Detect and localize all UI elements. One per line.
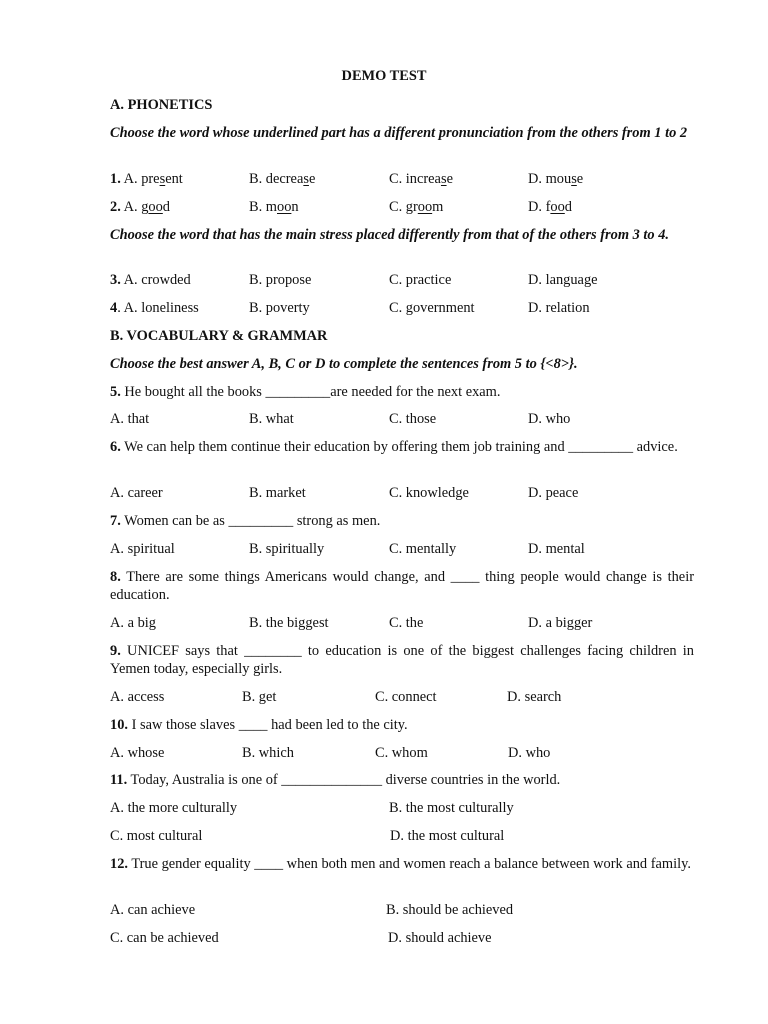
question-number: 2. xyxy=(110,199,121,215)
question-number: 5. xyxy=(110,384,121,400)
question-number: 7. xyxy=(110,513,121,529)
question-number: 6. xyxy=(110,439,121,455)
question-10-text: 10. I saw those slaves ____ had been led to the city. xyxy=(110,717,408,733)
option-10d: D. who xyxy=(508,745,551,761)
instruction-vocabulary: Choose the best answer A, B, C or D to complete the sentences from 5 to {<8>}. xyxy=(110,356,578,372)
question-number: 3. xyxy=(110,272,121,288)
question-12-text: 12. True gender equality ____ when both men and women reach a balance between work and family. xyxy=(110,856,691,872)
question-9-text: 9. UNICEF says that ________ to education is one of the biggest challenges facing children in Yemen today, especially girls. xyxy=(110,643,694,677)
section-a-heading: A. PHONETICS xyxy=(110,97,213,113)
question-number: 10. xyxy=(110,717,128,733)
option-7d: D. mental xyxy=(528,541,585,557)
option-2d: D. food xyxy=(528,199,572,215)
question-11-text: 11. Today, Australia is one of ______________ diverse countries in the world. xyxy=(110,772,561,788)
question-number: 12. xyxy=(110,856,128,872)
page-title: DEMO TEST xyxy=(341,68,427,84)
option-4b: B. poverty xyxy=(249,300,310,316)
question-6-options xyxy=(110,484,710,502)
question-7-options xyxy=(110,540,710,558)
option-5a: A. that xyxy=(110,411,150,427)
question-8-options xyxy=(110,614,710,632)
option-12a: A. can achieve xyxy=(110,902,196,918)
question-4-options xyxy=(110,299,710,317)
option-6a: A. career xyxy=(110,485,163,501)
option-9d: D. search xyxy=(507,689,562,705)
option-12d: D. should achieve xyxy=(388,930,492,946)
question-11-options-row-2 xyxy=(110,827,710,845)
option-11a: A. the more culturally xyxy=(110,800,238,816)
question-number: 1. xyxy=(110,171,121,187)
question-number: 8. xyxy=(110,569,121,585)
option-7c: C. mentally xyxy=(389,541,457,557)
option-10c: C. whom xyxy=(375,745,428,761)
option-11b: B. the most culturally xyxy=(389,800,514,816)
option-4c: C. government xyxy=(389,300,475,316)
question-10-options xyxy=(110,744,710,762)
question-9-options xyxy=(110,688,710,706)
option-2c: C. groom xyxy=(389,199,444,215)
option-7b: B. spiritually xyxy=(249,541,325,557)
option-8d: D. a bigger xyxy=(528,615,593,631)
option-3d: D. language xyxy=(528,272,598,288)
option-3b: B. propose xyxy=(249,272,312,288)
option-9b: B. get xyxy=(242,689,277,705)
option-1d: D. mouse xyxy=(528,171,584,187)
option-12b: B. should be achieved xyxy=(386,902,514,918)
section-b-heading: B. VOCABULARY & GRAMMAR xyxy=(110,328,328,344)
option-8a: A. a big xyxy=(110,615,156,631)
option-7a: A. spiritual xyxy=(110,541,175,557)
instruction-phonetics-stress: Choose the word that has the main stress placed differently from that of the others from 3 to 4. xyxy=(110,227,670,243)
question-12-options-row-2 xyxy=(110,929,710,947)
option-3c: C. practice xyxy=(389,272,452,288)
question-number: 4 xyxy=(110,300,118,316)
option-5b: B. what xyxy=(249,411,294,427)
option-10a: A. whose xyxy=(110,745,165,761)
question-11-options-row-1 xyxy=(110,799,710,817)
question-2-options xyxy=(110,198,710,216)
option-6b: B. market xyxy=(249,485,306,501)
option-11c: C. most cultural xyxy=(110,828,203,844)
option-1c: C. increase xyxy=(389,171,453,187)
option-4d: D. relation xyxy=(528,300,590,316)
question-8-text: 8. There are some things Americans would change, and ____ thing people would change is their education. xyxy=(110,569,694,603)
option-8b: B. the biggest xyxy=(249,615,329,631)
option-6c: C. knowledge xyxy=(389,485,469,501)
question-number: 11. xyxy=(110,772,128,788)
question-6-text: 6. We can help them continue their education by offering them job training and _________ advice. xyxy=(110,439,678,455)
question-5-text: 5. He bought all the books _________are needed for the next exam. xyxy=(110,384,501,400)
option-9c: C. connect xyxy=(375,689,437,705)
option-5c: C. those xyxy=(389,411,437,427)
option-11d: D. the most cultural xyxy=(390,828,505,844)
question-7-text: 7. Women can be as _________ strong as men. xyxy=(110,513,381,529)
question-12-options-row-1 xyxy=(110,901,710,919)
question-number: 9. xyxy=(110,643,121,659)
option-1a: 1. A. present xyxy=(110,171,183,187)
option-8c: C. the xyxy=(389,615,424,631)
option-4a: 4. A. loneliness xyxy=(110,300,199,316)
option-9a: A. access xyxy=(110,689,165,705)
option-6d: D. peace xyxy=(528,485,579,501)
option-2b: B. moon xyxy=(249,199,299,215)
option-10b: B. which xyxy=(242,745,294,761)
option-2a: 2. A. good xyxy=(110,199,170,215)
instruction-phonetics-pronunciation: Choose the word whose underlined part has a different pronunciation from the others from 1 to 2 xyxy=(110,125,688,141)
question-1-options xyxy=(110,170,710,188)
option-1b: B. decrease xyxy=(249,171,316,187)
question-3-options xyxy=(110,271,710,289)
option-5d: D. who xyxy=(528,411,571,427)
option-12c: C. can be achieved xyxy=(110,930,219,946)
option-3a: 3. A. crowded xyxy=(110,272,191,288)
question-5-options xyxy=(110,410,710,428)
